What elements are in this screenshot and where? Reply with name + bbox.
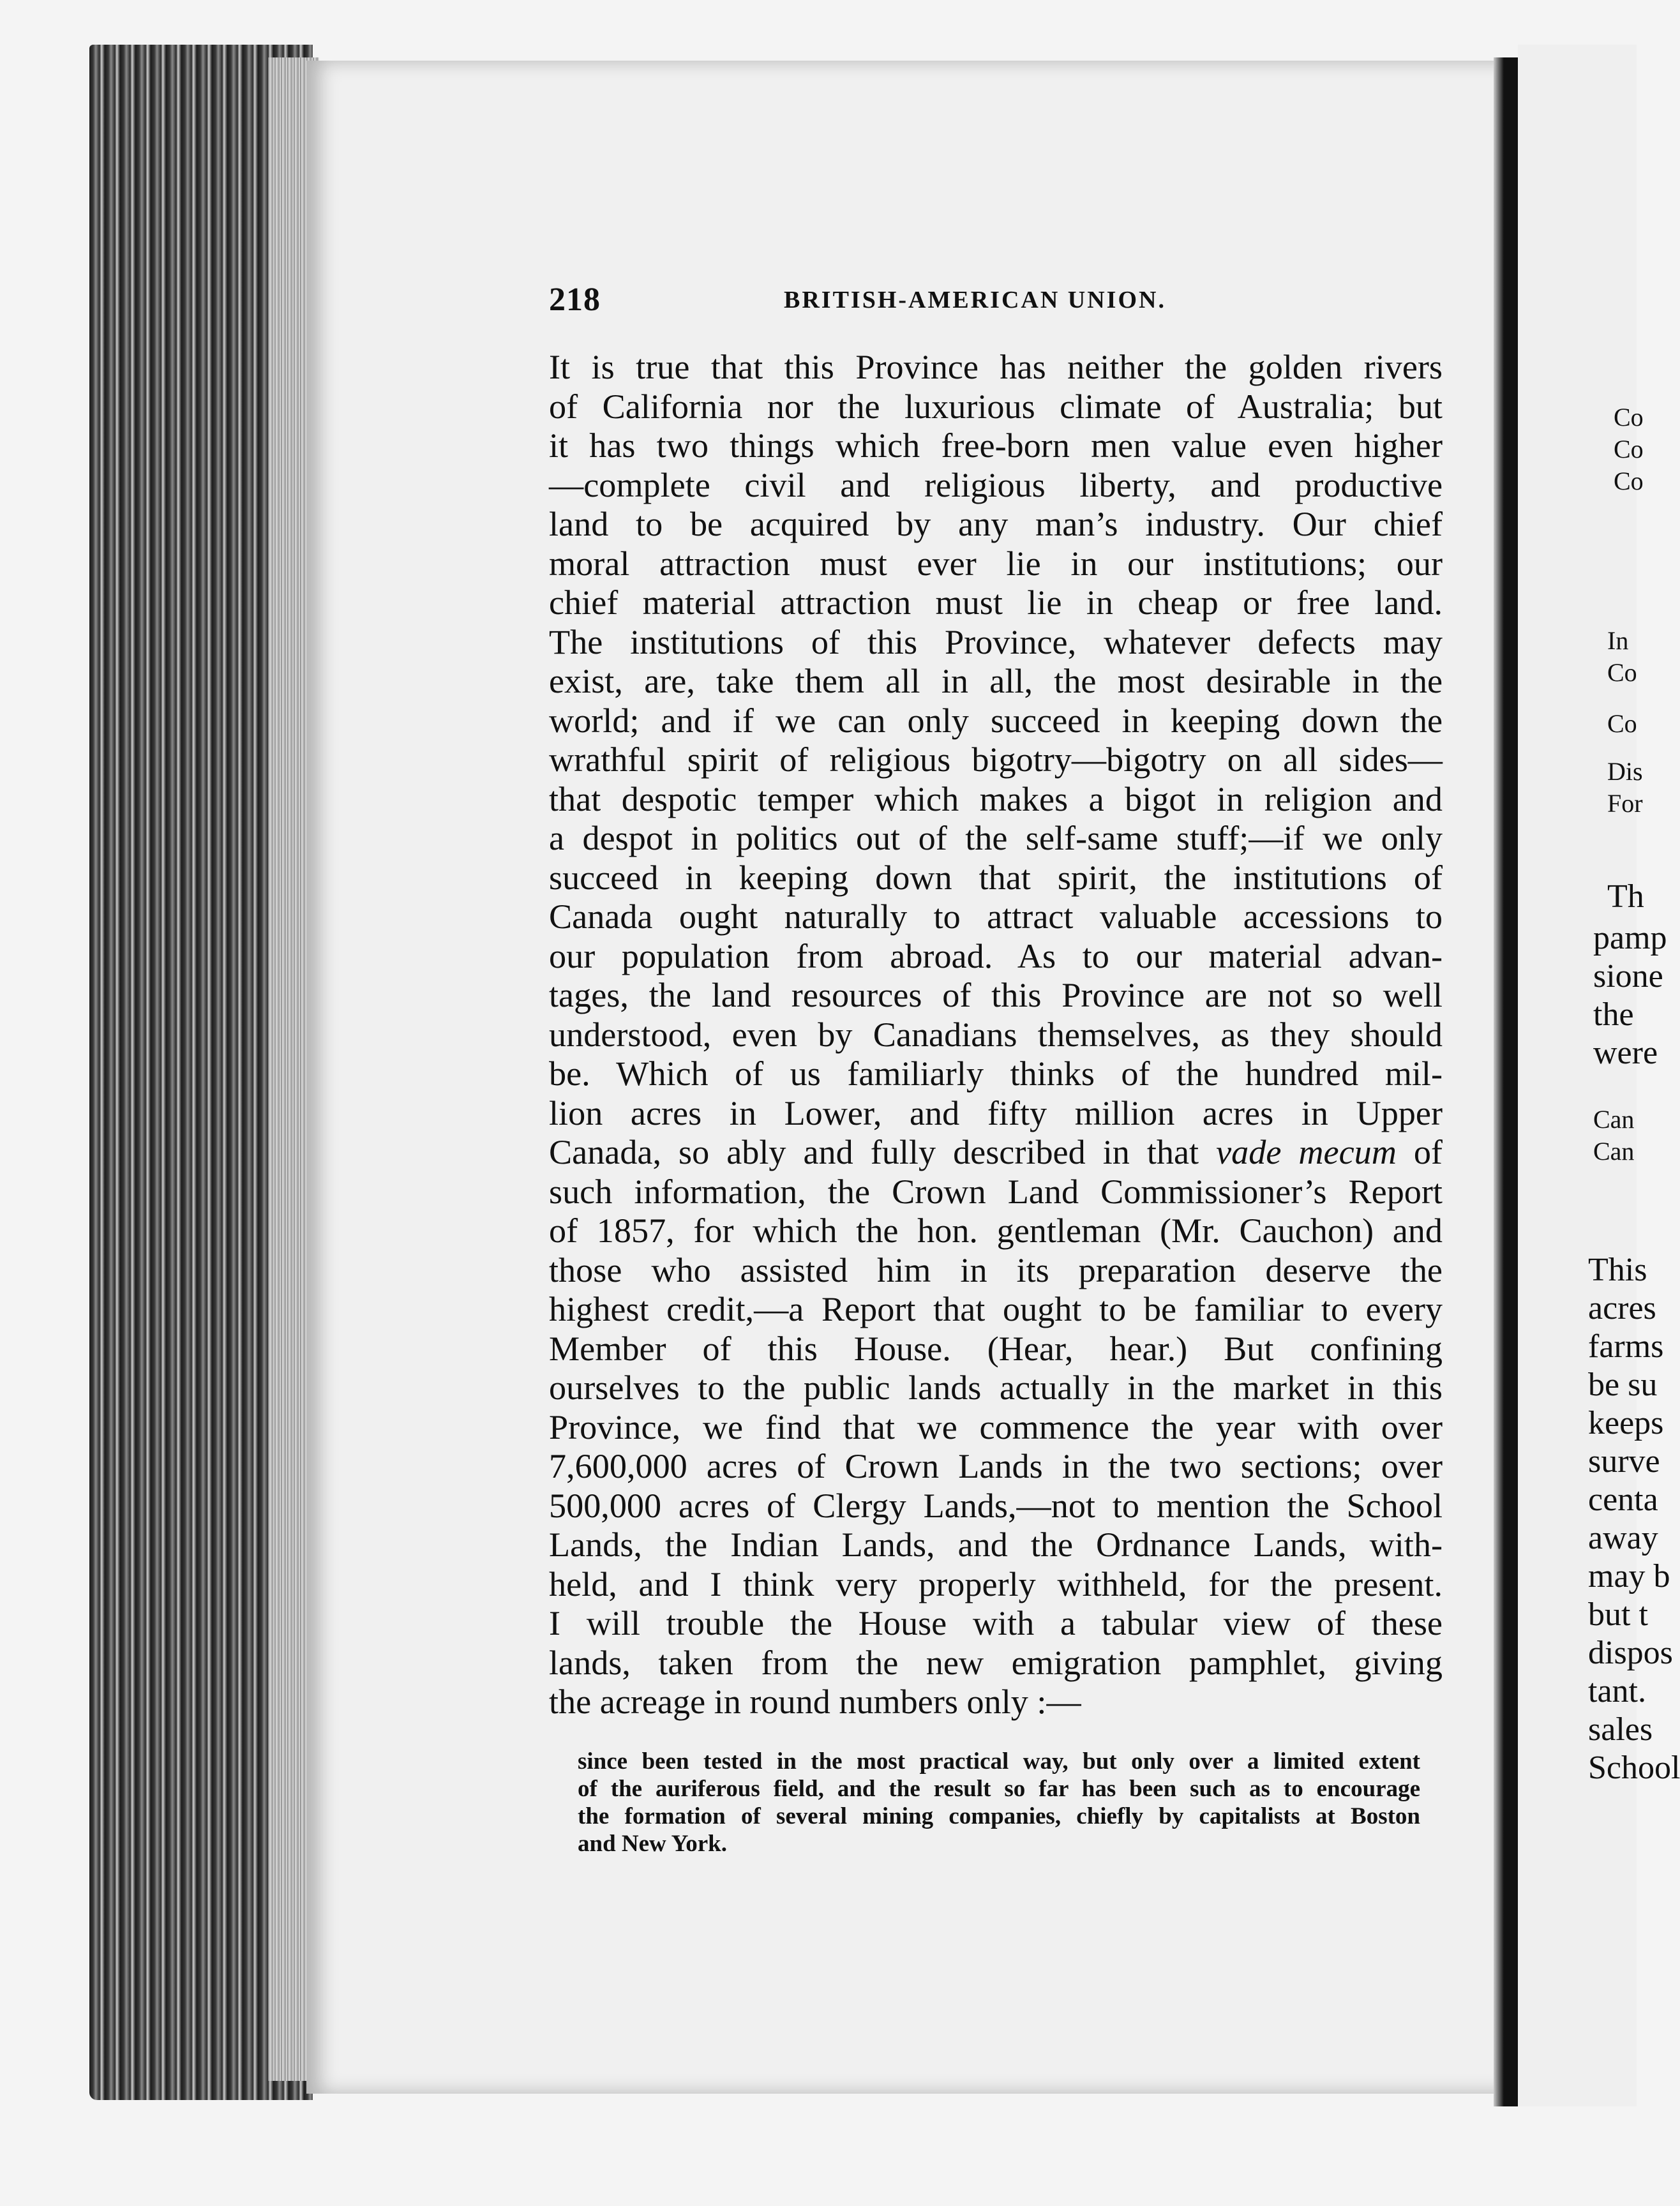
text-line: our population from abroad. As to our material advan- <box>549 936 1443 975</box>
text-line: The institutions of this Province, whatever defects may <box>549 622 1443 661</box>
facing-page-text: Can <box>1593 1137 1635 1166</box>
running-head <box>549 281 1455 319</box>
scan-background-top <box>0 0 1637 45</box>
text-line: highest credit,—a Report that ought to be familiar to every <box>549 1290 1443 1328</box>
running-title: BRITISH-AMERICAN UNION. <box>784 287 1166 313</box>
facing-page-text: were <box>1593 1035 1658 1071</box>
facing-page-text: farms <box>1588 1328 1664 1365</box>
facing-page-text: keeps <box>1588 1405 1664 1441</box>
text-line: Member of this House. (Hear, hear.) But confining <box>549 1329 1443 1368</box>
text-line: —complete civil and religious liberty, and productive <box>549 465 1443 504</box>
facing-page-text: For <box>1607 789 1643 818</box>
facing-page-text: away <box>1588 1520 1658 1556</box>
scan-background-bottom <box>0 2106 1637 2206</box>
text-line-with-italic <box>549 1133 1443 1173</box>
facing-page-text: Can <box>1593 1105 1635 1134</box>
text-line: moral attraction must ever lie in our institutions; our <box>549 544 1443 583</box>
facing-page-text: sales <box>1588 1711 1653 1748</box>
text-line: 500,000 acres of Clergy Lands,—not to mention the School <box>549 1486 1443 1525</box>
facing-page-text: Co <box>1614 435 1644 463</box>
text-line: I will trouble the House with a tabular view of these <box>549 1604 1443 1642</box>
text-line: lion acres in Lower, and fifty million acres in Upper <box>549 1093 1443 1132</box>
facing-page-text: acres <box>1588 1290 1656 1326</box>
text-line: it has two things which free-born men value even higher <box>549 426 1443 465</box>
text-line: of 1857, for which the hon. gentleman (Mr. Cauchon) and <box>549 1212 1443 1250</box>
text-line: 7,600,000 acres of Crown Lands in the two sections; over <box>549 1447 1443 1485</box>
text-line: Canada ought naturally to attract valuable accessions to <box>549 897 1443 936</box>
facing-page-text: Th <box>1607 878 1644 915</box>
text-line: exist, are, take them all in all, the most desirable in the <box>549 662 1443 700</box>
text-line: land to be acquired by any man’s industry. Our chief <box>549 505 1443 543</box>
italic-phrase: vade mecum <box>1216 1133 1397 1171</box>
text-line: wrathful spirit of religious bigotry—bigotry on all sides— <box>549 740 1443 779</box>
facing-page-text: centa <box>1588 1482 1658 1518</box>
facing-page-text: Co <box>1614 467 1644 495</box>
facing-page-text: but t <box>1588 1596 1648 1633</box>
facing-page-text: Dis <box>1607 757 1643 786</box>
footnote-line: the formation of several mining companies, chiefly by capitalists at Boston <box>578 1803 1420 1829</box>
facing-page-text: This <box>1588 1252 1647 1288</box>
text-line: those who assisted him in its preparation deserve the <box>549 1250 1443 1289</box>
facing-page-text: Co <box>1607 709 1637 738</box>
facing-page-text: the <box>1593 996 1634 1033</box>
text-segment: of <box>1396 1133 1443 1171</box>
text-line: tages, the land resources of this Province are not so well <box>549 976 1443 1014</box>
footnote-line: and New York. <box>578 1831 728 1857</box>
text-line: of California nor the luxurious climate of Australia; but <box>549 387 1443 426</box>
facing-page-text: tant. <box>1588 1673 1646 1709</box>
footnote-line: since been tested in the most practical way, but only over a limited extent <box>578 1748 1420 1775</box>
text-line: the acreage in round numbers only :— <box>549 1683 1081 1721</box>
facing-page-text: may b <box>1588 1558 1670 1594</box>
text-line: a despot in politics out of the self-same stuff;—if we only <box>549 819 1443 857</box>
text-segment: Canada, so ably and fully described in that <box>549 1133 1217 1171</box>
text-line: Lands, the Indian Lands, and the Ordnance Lands, with- <box>549 1526 1443 1564</box>
text-line: that despotic temper which makes a bigot in religion and <box>549 779 1443 818</box>
facing-page-fragment <box>1518 45 1680 2151</box>
footnote-line: of the auriferous field, and the result so far has been such as to encourage <box>578 1776 1420 1802</box>
facing-page-text: sione <box>1593 958 1663 994</box>
text-line: chief material attraction must lie in cheap or free land. <box>549 583 1443 622</box>
text-line: It is true that this Province has neither the golden rivers <box>549 348 1443 386</box>
text-line: held, and I think very properly withheld, for the present. <box>549 1564 1443 1603</box>
facing-page-text: In <box>1607 626 1629 655</box>
text-line: such information, the Crown Land Commissioner’s Report <box>549 1172 1443 1211</box>
facing-page-text: Co <box>1607 658 1637 687</box>
footnote <box>578 1748 1420 1857</box>
facing-page-text: surve <box>1588 1443 1660 1480</box>
text-line: Province, we find that we commence the year with over <box>549 1407 1443 1446</box>
facing-page-text: Co <box>1614 403 1644 431</box>
book-gutter <box>1494 57 1519 2157</box>
text-line: lands, taken from the new emigration pamphlet, giving <box>549 1643 1443 1682</box>
text-line: be. Which of us familiarly thinks of the hundred mil- <box>549 1054 1443 1093</box>
text-line: world; and if we can only succeed in keeping down the <box>549 701 1443 740</box>
facing-page-text: School <box>1588 1750 1680 1786</box>
text-line: understood, even by Canadians themselves, as they should <box>549 1015 1443 1054</box>
facing-page-text: dispos <box>1588 1635 1673 1671</box>
page-number: 218 <box>549 281 601 318</box>
body-text <box>549 348 1443 1722</box>
text-line: ourselves to the public lands actually in the market in this <box>549 1369 1443 1407</box>
text-line: succeed in keeping down that spirit, the institutions of <box>549 858 1443 897</box>
facing-page-text: be su <box>1588 1367 1658 1403</box>
facing-page-text: pamp <box>1593 920 1667 956</box>
